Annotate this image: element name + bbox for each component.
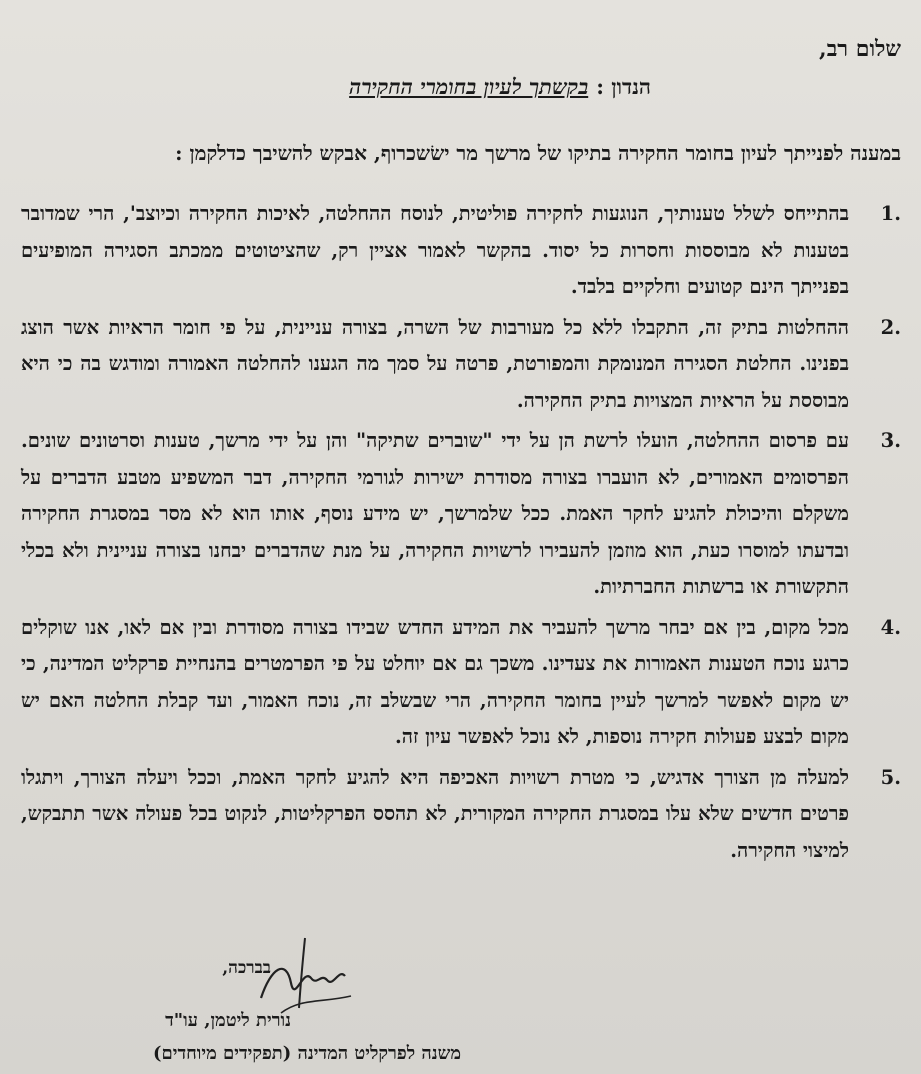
list-item xyxy=(21,310,901,420)
numbered-list xyxy=(21,196,901,873)
item-number: 1. xyxy=(880,202,901,225)
item-text: בהתייחס לשלל טענותיך, הנוגעות לחקירה פוליטית, לנוסח ההחלטה, לאיכות החקירה וכיוצב', הרי שמדובר בטענות לא מבוססות וחסרות כל יסוד. בהקשר לאמור אציין רק, שהציטוטים ממכתב הסגירה המופיעים בפנייתך הינם קטועים וחלקיים בלבד. xyxy=(21,202,849,298)
intro-paragraph: במענה לפנייתך לעיון בחומר החקירה בתיקו של מרשך מר ישׂשכרוף, אבקש להשיבך כדלקמן : xyxy=(175,141,901,165)
item-number: 2. xyxy=(880,315,901,339)
signer-title: משנה לפרקליט המדינה (תפקידים מיוחדים) xyxy=(152,1043,461,1064)
subject-label: הנדון : xyxy=(596,74,651,99)
greeting: שלום רב, xyxy=(819,36,901,62)
subject-text: בקשתך לעיון בחומרי החקירה xyxy=(349,74,589,99)
item-text: למעלה מן הצורך אדגיש, כי מטרת רשויות האכיפה היא להגיע לחקר האמת, וככל ויעלה הצורך, ויתגלו פרטים חדשים שלא עלו במסגרת החקירה המקורית, לא תהסס הפרקליטות, לנקוט בכל פעולה אשר תתבקש, למיצוי החקירה. xyxy=(21,765,849,862)
signoff: בברכה, xyxy=(222,958,271,978)
item-number: 3. xyxy=(880,429,901,452)
item-text: עם פרסום ההחלטה, הועלו לרשת הן על ידי "שוברים שתיקה" והן על ידי מרשך, טענות וסרטונים שונים. הפרסומים האמורים, לא הועברו בצורה מסודרת ישירות לגורמי החקירה, דבר המשפיע מטבע הדברים על משקלם והיכולת להגיע לחקר האמת. ככל שלמרשך, יש מידע נוסף, אותו הוא לא מסר במסגרת החקירה ובדעתו למוסרו כעת, הוא מוזמן להעבירו לרשויות החקירה, על מנת שהדברים יבחנו בצורה עניינית ולא בכלי התקשורת או ברשתות החברתיות. xyxy=(21,429,849,598)
subject-line xyxy=(349,74,651,100)
list-item xyxy=(21,610,901,756)
signer-name: נורית ליטמן, עו"ד xyxy=(165,1010,291,1031)
item-number: 5. xyxy=(880,765,901,789)
item-text: מכל מקום, בין אם יבחר מרשך להעביר את המידע החדש שבידו בצורה מסודרת ובין אם לאו, אנו שוקלים כרגע נוכח הטענות האמורות את צעדינו. משכך גם אם יוחלט על פי הפרמטרים בהנחיית פרקליט המדינה, כי יש מקום לאפשר למרשך לעיין בחומר החקירה, הרי שבשלב זה, נוכח האמור, ועד קבלת החלטה האם יש מקום לבצע פעולות חקירה נוספות, לא נוכל לאפשר עיון זה. xyxy=(21,615,849,748)
item-number: 4. xyxy=(880,615,901,639)
list-item xyxy=(21,196,901,306)
list-item xyxy=(21,760,901,870)
item-text: ההחלטות בתיק זה, התקבלו ללא כל מעורבות של השרה, בצורה עניינית, על פי חומר הראיות אשר הוצג בפנינו. החלטת הסגירה המנומקת והמפורטת, פרטה על סמך מה הגענו להחלטה האמורה ומודגש בה כי היא מבוססת על הראיות המצויות בתיק החקירה. xyxy=(21,315,849,412)
list-item xyxy=(21,423,901,606)
